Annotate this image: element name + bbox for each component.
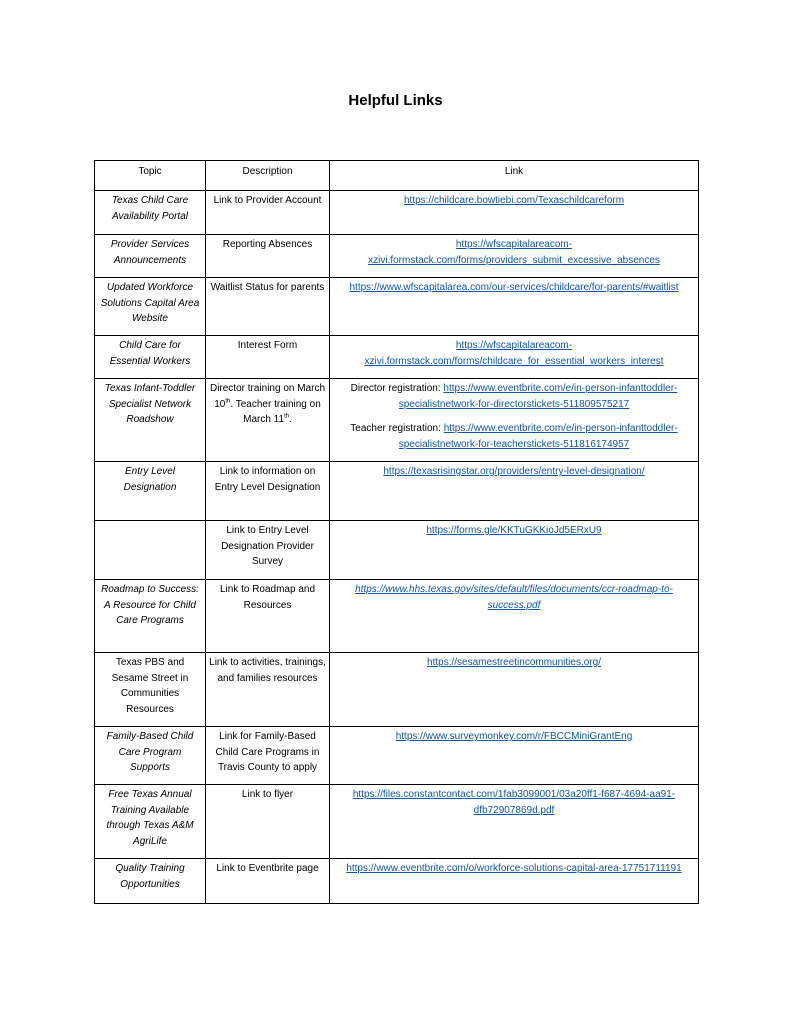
link-prefix: Director registration: [350, 383, 444, 394]
topic-cell: Texas PBS and Sesame Street in Communities Resources [95, 653, 206, 727]
table-row [95, 580, 699, 653]
link[interactable]: https://wfscapitalareacom-xzivi.formstack.com/forms/childcare_for_essential_workers_interest [364, 340, 664, 367]
description-cell: Link to Entry Level Designation Provider Survey [206, 521, 330, 580]
link[interactable]: https://www.eventbrite.com/e/in-person-infanttoddler-specialistnetwork-for-directorstickets-511809575217 [398, 383, 678, 410]
link-cell [330, 191, 699, 235]
link-cell [330, 859, 699, 904]
link-cell [330, 521, 699, 580]
topic-cell: Entry Level Designation [95, 462, 206, 521]
description-cell: Waitlist Status for parents [206, 278, 330, 336]
table-row [95, 727, 699, 785]
link[interactable]: https://wfscapitalareacom-xzivi.formstack.com/forms/providers_submit_excessive_absences [368, 239, 660, 266]
table-row [95, 521, 699, 580]
topic-cell: Child Care for Essential Workers [95, 336, 206, 379]
table-row [95, 278, 699, 336]
description-text: Director training on March 10 [209, 383, 326, 410]
header-topic: Topic [95, 161, 206, 191]
topic-cell: Texas Child Care Availability Portal [95, 191, 206, 235]
table-row [95, 336, 699, 379]
description-cell: Link to information on Entry Level Designation [206, 462, 330, 521]
topic-cell: Family-Based Child Care Program Supports [95, 727, 206, 785]
header-description: Description [206, 161, 330, 191]
description-cell: Link to Provider Account [206, 191, 330, 235]
topic-cell: Texas Infant-Toddler Specialist Network Roadshow [95, 379, 206, 462]
table-row [95, 379, 699, 462]
link[interactable]: https://www.wfscapitalarea.com/our-services/childcare/for-parents/#waitlist [349, 282, 679, 293]
ordinal-suffix: th [225, 398, 231, 405]
table-row [95, 462, 699, 521]
description-cell: Link to Eventbrite page [206, 859, 330, 904]
topic-cell: Free Texas Annual Training Available through Texas A&M AgriLife [95, 785, 206, 859]
description-cell: Interest Form [206, 336, 330, 379]
page-title: Helpful Links [348, 92, 443, 109]
description-text: . [289, 414, 292, 425]
link-cell [330, 379, 699, 462]
link[interactable]: https://childcare.bowtiebi.com/Texaschildcareform [403, 195, 625, 206]
link-cell [330, 462, 699, 521]
ordinal-suffix: th [284, 413, 290, 420]
link-cell [330, 278, 699, 336]
table-row [95, 653, 699, 727]
teacher-registration [333, 421, 695, 452]
topic-cell: Updated Workforce Solutions Capital Area Website [95, 278, 206, 336]
link-cell [330, 336, 699, 379]
description-cell: Link to flyer [206, 785, 330, 859]
link-cell [330, 785, 699, 859]
description-cell: Link for Family-Based Child Care Programs in Travis County to apply [206, 727, 330, 785]
link[interactable]: https://www.hhs.texas.gov/sites/default/files/documents/ccr-roadmap-to-success.pdf [355, 584, 673, 611]
table-header-row [95, 161, 699, 191]
topic-cell [95, 521, 206, 580]
description-cell: Link to activities, trainings, and families resources [206, 653, 330, 727]
header-link: Link [330, 161, 699, 191]
description-text: . Teacher training on March 11 [230, 398, 321, 425]
link[interactable]: https://texasrisingstar.org/providers/entry-level-designation/ [383, 466, 645, 477]
topic-cell: Roadmap to Success: A Resource for Child Care Programs [95, 580, 206, 653]
topic-cell: Quality Training Opportunities [95, 859, 206, 904]
table-row [95, 859, 699, 904]
link-cell [330, 653, 699, 727]
link[interactable]: https://forms.gle/KKTuGKKioJd5ERxU9 [426, 525, 602, 536]
description-cell [206, 379, 330, 462]
helpful-links-table [94, 160, 699, 904]
link-cell [330, 727, 699, 785]
link-cell [330, 580, 699, 653]
link[interactable]: https://files.constantcontact.com/1fab3099001/03a20ff1-f687-4694-aa91-dfb72907869d.pdf [352, 789, 676, 816]
description-cell: Link to Roadmap and Resources [206, 580, 330, 653]
description-cell: Reporting Absences [206, 235, 330, 278]
director-registration [333, 381, 695, 412]
link-cell [330, 235, 699, 278]
link-prefix: Teacher registration: [350, 423, 444, 434]
topic-cell: Provider Services Announcements [95, 235, 206, 278]
link[interactable]: https://www.surveymonkey.com/r/FBCCMiniGrantEng [395, 731, 633, 742]
link[interactable]: https://www.eventbrite.com/e/in-person-infanttoddler-specialistnetwork-for-teacherstickets-511816174957 [398, 423, 678, 450]
table-row [95, 191, 699, 235]
table-row [95, 235, 699, 278]
link[interactable]: https://sesamestreetincommunities.org/ [427, 657, 601, 668]
link[interactable]: https://www.eventbrite.com/o/workforce-solutions-capital-area-17751711191 [346, 863, 682, 874]
table-row [95, 785, 699, 859]
